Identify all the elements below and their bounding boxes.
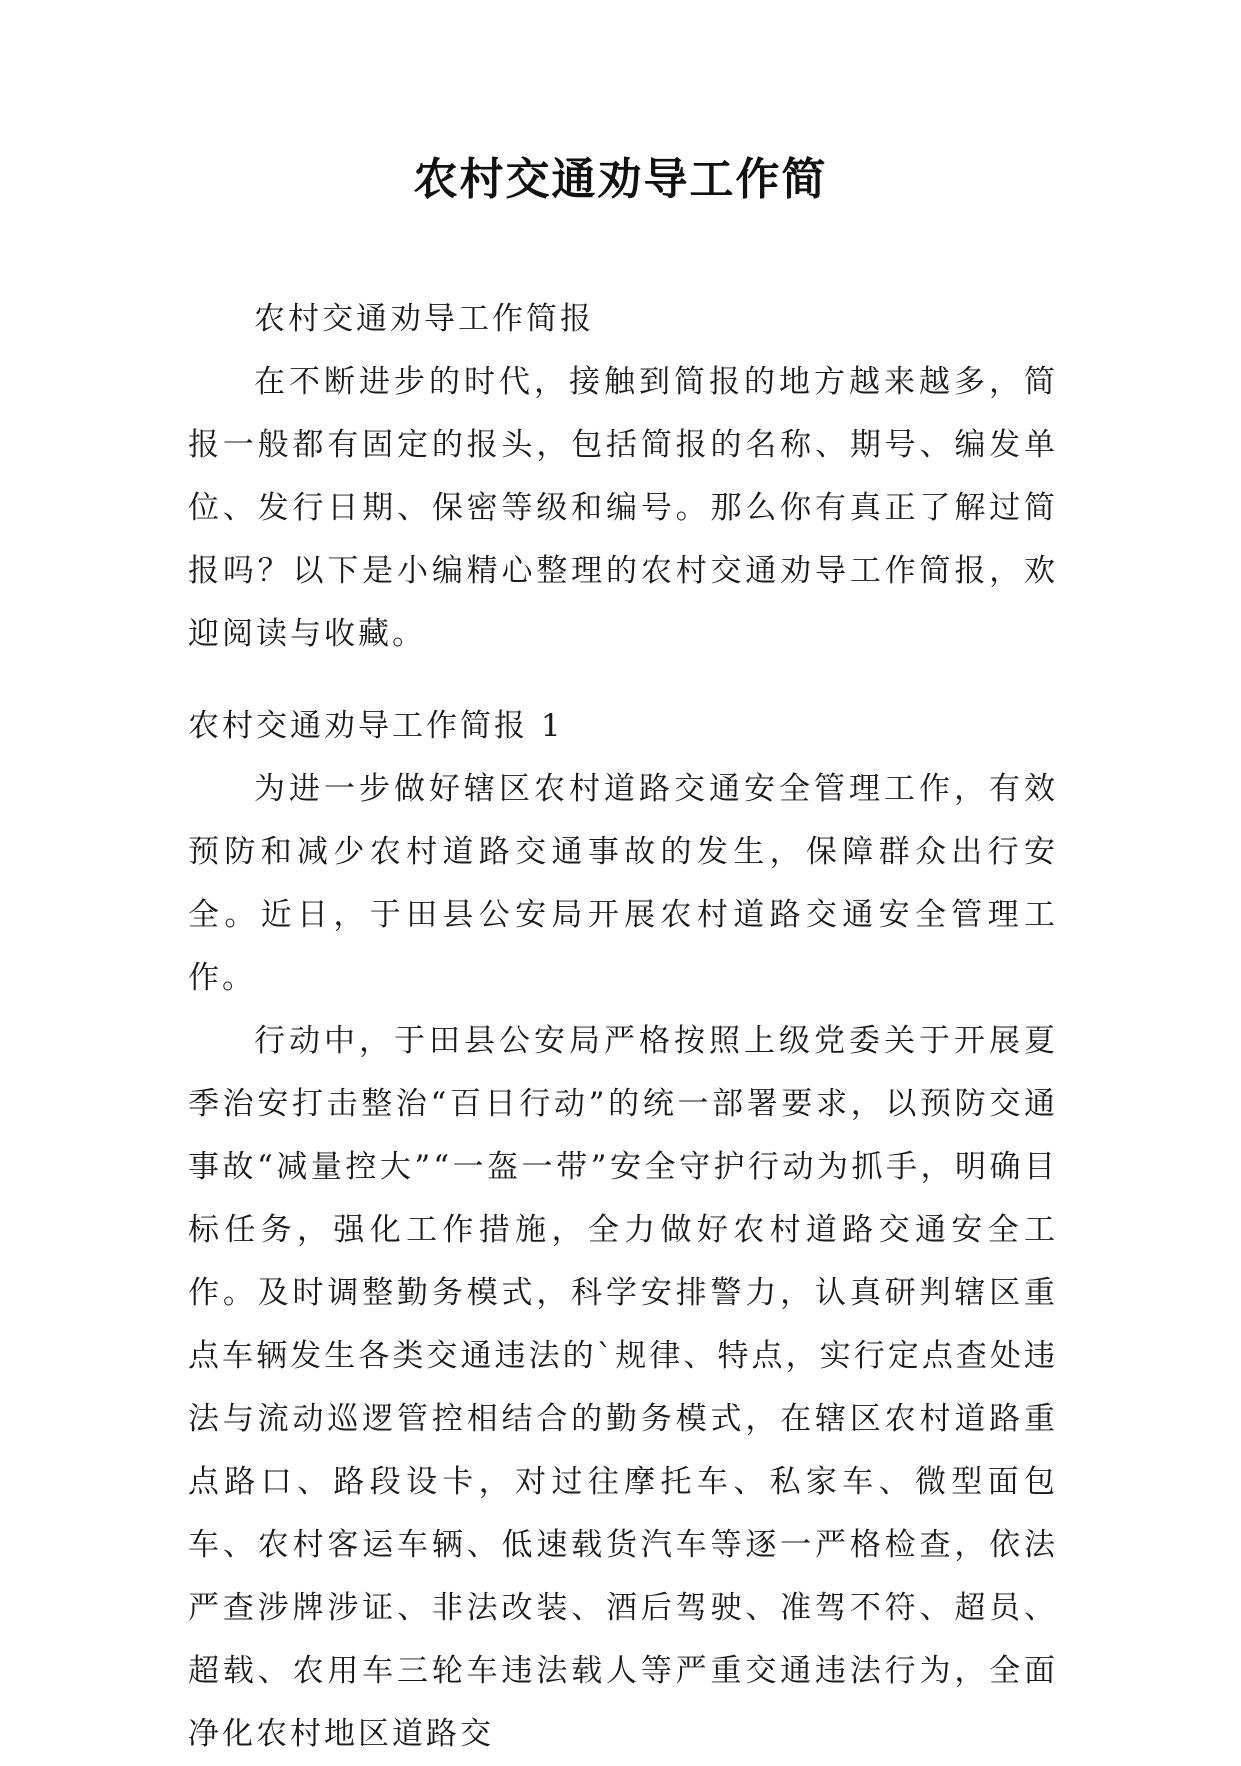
document-title: 农村交通劝导工作简 [413,154,828,205]
intro-subtitle: 农村交通劝导工作简报 [254,301,594,337]
intro-paragraph: 在不断进步的时代，接触到简报的地方越来越多，简报一般都有固定的报头，包括简报的名称、期号、编发单位、发行日期、保密等级和编号。那么你有真正了解过简报吗？以下是小编精心整理的农村交通劝导工作简报，欢迎阅读与收藏。 [188,364,1058,652]
intro-block [188,288,1058,666]
section-1 [188,695,1058,1766]
section-1-paragraph-2: 行动中，于田县公安局严格按照上级党委关于开展夏季治安打击整治“百日行动”的统一部署要求，以预防交通事故“减量控大”“一盔一带”安全守护行动为抓手，明确目标任务，强化工作措施，全力做好农村道路交通安全工作。及时调整勤务模式，科学安排警力，认真研判辖区重点车辆发生各类交通违法的`规律、特点，实行定点查处违法与流动巡逻管控相结合的勤务模式，在辖区农村道路重点路口、路段设卡，对过往摩托车、私家车、微型面包车、农村客运车辆、低速载货汽车等逐一严格检查，依法严查涉牌涉证、非法改装、酒后驾驶、准驾不符、超员、超载、农用车三轮车违法载人等严重交通违法行为，全面净化农村地区道路交 [188,1023,1058,1752]
section-1-heading: 农村交通劝导工作简报 1 [188,708,564,744]
section-1-paragraph-1: 为进一步做好辖区农村道路交通安全管理工作，有效预防和减少农村道路交通事故的发生，保障群众出行安全。近日，于田县公安局开展农村道路交通安全管理工作。 [188,771,1058,996]
